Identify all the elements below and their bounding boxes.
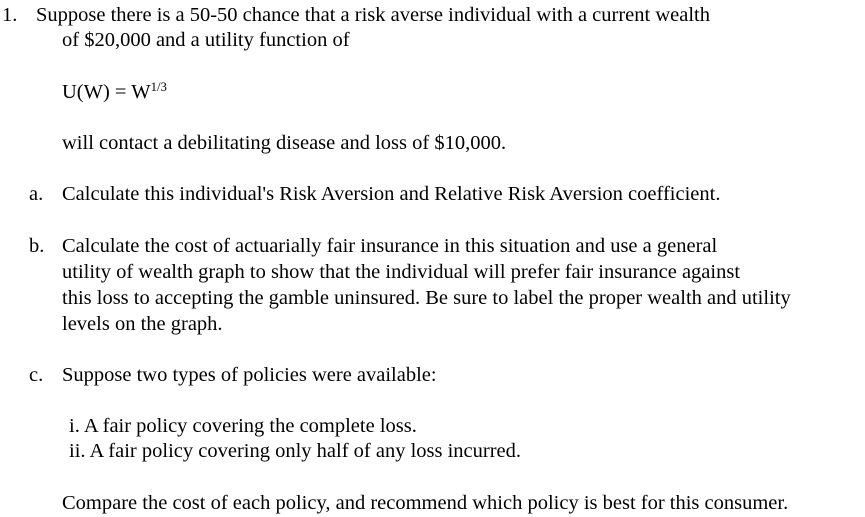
policy-item-i: i. A fair policy covering the complete loss. — [69, 415, 417, 437]
part-a-text: Calculate this individual's Risk Aversion and Relative Risk Aversion coefficient. — [62, 183, 721, 205]
part-c-closing: Compare the cost of each policy, and recommend which policy is best for this consumer. — [62, 492, 789, 514]
part-c-text: Suppose two types of policies were available: — [62, 364, 437, 386]
part-b-text-line-3: this loss to accepting the gamble uninsured. Be sure to label the proper wealth and utility — [62, 287, 791, 309]
part-b-text-line-4: levels on the graph. — [62, 313, 223, 335]
utility-formula — [62, 82, 167, 103]
utility-formula-lhs: U(W) = W — [62, 81, 151, 103]
part-b-text-line-1: Calculate the cost of actuarially fair insurance in this situation and use a general — [62, 235, 718, 257]
utility-formula-exponent: 1/3 — [150, 80, 167, 95]
policy-item-ii: ii. A fair policy covering only half of any loss incurred. — [69, 440, 522, 462]
part-b-text-line-2: utility of wealth graph to show that the individual will prefer fair insurance against — [62, 261, 741, 283]
question-number: 1. — [2, 4, 18, 26]
part-c-marker: c. — [29, 364, 44, 386]
part-a-marker: a. — [29, 183, 44, 205]
part-b-marker: b. — [29, 235, 45, 257]
question-stem-line-3: will contact a debilitating disease and loss of $10,000. — [62, 132, 507, 154]
question-stem-line-1: Suppose there is a 50-50 chance that a risk averse individual with a current wealth — [36, 4, 710, 26]
question-stem-line-2: of $20,000 and a utility function of — [62, 29, 350, 51]
